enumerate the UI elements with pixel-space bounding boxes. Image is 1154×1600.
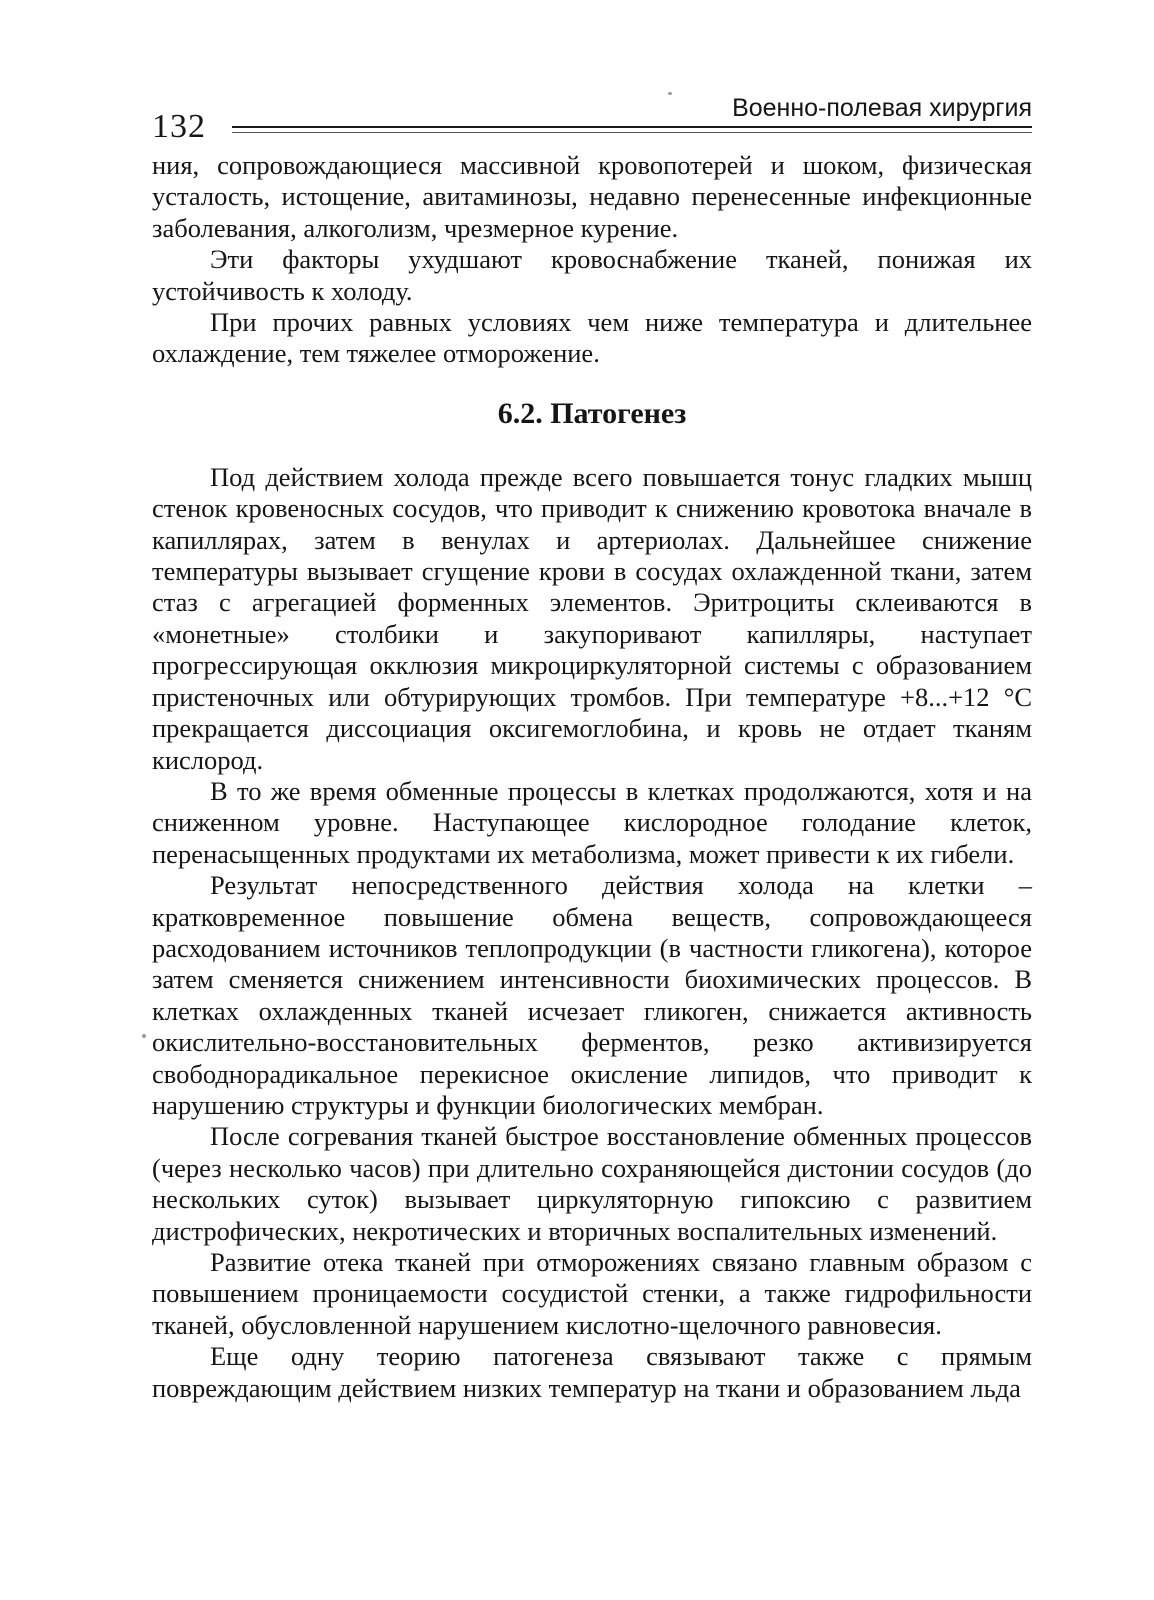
section-heading: 6.2. Патогенез [497, 396, 687, 430]
paragraph: Результат непосредственного действия холода на клетки – кратковременное повышение обмена веществ, сопровождающееся расходованием источников теплопродукции (в частности гликогена), которое затем сменяется снижением интенсивности биохимических процессов. В клетках охлажденных тканей исчезает гликоген, снижается активность окислительно-восстановительных ферментов, резко активизируется свободнорадикальное перекисное окисление липидов, что приводит к нарушению структуры и функции биологических мембран. [152, 870, 1032, 1120]
book-title: Военно-полевая хирургия [732, 94, 1032, 122]
header-rule [232, 126, 1032, 128]
page-number: 132 [152, 108, 206, 145]
scan-speck [668, 92, 672, 95]
header-rule-secondary [232, 132, 1032, 133]
scan-speck [142, 1034, 146, 1038]
page-body [152, 150, 1032, 1404]
running-header [152, 82, 1032, 145]
paragraph: При прочих равных условиях чем ниже температура и длительнее охлаждение, тем тяжелее отморожение. [152, 307, 1032, 369]
paragraph-continuation: ния, сопровождающиеся массивной кровопотерей и шоком, физическая усталость, истощение, авитаминозы, недавно перенесенные инфекционные заболевания, алкоголизм, чрезмерное курение. [152, 150, 1032, 243]
paragraph: Развитие отека тканей при отморожениях связано главным образом с повышением проницаемости сосудистой стенки, а также гидрофильности тканей, обусловленной нарушением кислотно-щелочного равновесия. [152, 1247, 1032, 1340]
paragraph: Эти факторы ухудшают кровоснабжение тканей, понижая их устойчивость к холоду. [152, 244, 1032, 306]
paragraph: Еще одну теорию патогенеза связывают также с прямым повреждающим действием низких температур на ткани и образованием льда [152, 1341, 1032, 1403]
paragraph: Под действием холода прежде всего повышается тонус гладких мышц стенок кровеносных сосудов, что приводит к снижению кровотока вначале в капиллярах, затем в венулах и артериолах. Дальнейшее снижение температуры вызывает сгущение крови в сосудах охлажденной ткани, затем стаз с агрегацией форменных элементов. Эритроциты склеиваются в «монетные» столбики и закупоривают капилляры, наступает прогрессирующая окклюзия микроциркуляторной системы с образованием пристеночных или обтурирующих тромбов. При температуре +8...+12 °С прекращается диссоциация оксигемоглобина, и кровь не отдает тканям кислород. [152, 461, 1032, 775]
paragraph: В то же время обменные процессы в клетках продолжаются, хотя и на сниженном уровне. Наступающее кислородное голодание клеток, перенасыщенных продуктами их метаболизма, может привести к их гибели. [152, 775, 1032, 869]
paragraph: После согревания тканей быстрое восстановление обменных процессов (через несколько часов) при длительно сохраняющейся дистонии сосудов (до нескольких суток) вызывает циркуляторную гипоксию с развитием дистрофических, некротических и вторичных воспалительных изменений. [152, 1121, 1032, 1246]
